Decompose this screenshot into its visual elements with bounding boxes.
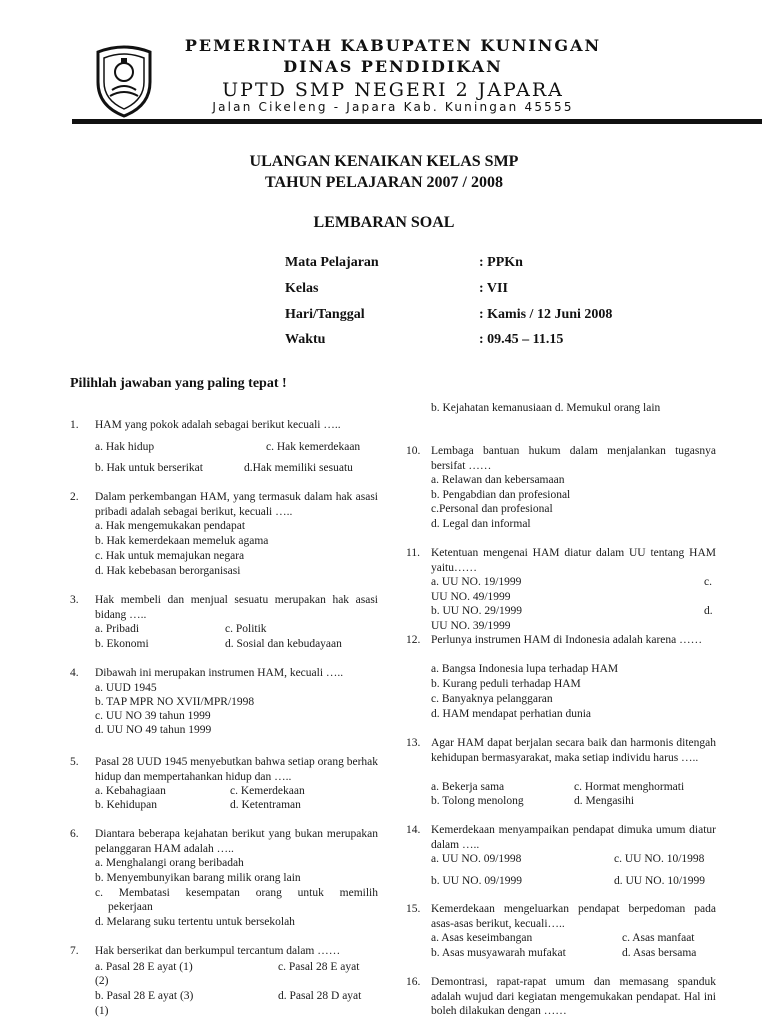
- letterhead-address: Jalan Cikeleng - Japara Kab. Kuningan 45555: [212, 100, 574, 114]
- question-11: [406, 546, 716, 634]
- question-number: 14.: [406, 824, 421, 836]
- option-a: a. Hak hidup: [95, 441, 155, 453]
- info-value-subject: : PPKn: [479, 255, 523, 270]
- option-c: c. Kemerdekaan: [230, 785, 305, 797]
- question-text: Hak membeli dan menjual sesuatu merupakan hak asasi bidang …..: [95, 594, 378, 621]
- option-c: c. UU NO. 10/1998: [614, 853, 705, 865]
- option-c-continued: UU NO. 49/1999: [431, 591, 511, 603]
- question-text: Kemerdekaan mengeluarkan pendapat berpedoman pada asas-asas berikut, kecuali…..: [431, 903, 716, 930]
- question-text: HAM yang pokok adalah sebagai berikut kecuali …..: [95, 419, 341, 431]
- option-d: d. Mengasihi: [574, 795, 635, 807]
- question-text: Agar HAM dapat berjalan secara baik dan harmonis ditengah kehidupan bermasyarakat, maka setiap individu harus …..: [431, 737, 716, 764]
- question-text: Pasal 28 UUD 1945 menyebutkan bahwa setiap orang berhak hidup dan mempertahankan hidup dan …..: [95, 756, 378, 783]
- question-text: Kemerdekaan menyampaikan pendapat dimuka umum diatur dalam …..: [431, 824, 716, 851]
- regency-crest-icon: [92, 42, 156, 118]
- option-b: b. Ekonomi: [95, 638, 149, 650]
- option-a: a. Bangsa Indonesia lupa terhadap HAM: [431, 663, 619, 675]
- option-c: c.: [704, 576, 712, 588]
- option-b: b. UU NO. 29/1999: [431, 605, 523, 617]
- info-label-subject: Mata Pelajaran: [285, 255, 379, 270]
- question-number: 1.: [70, 419, 79, 431]
- question-text: Dalam perkembangan HAM, yang termasuk dalam hak asasi pribadi adalah sebagai berikut, kecuali …..: [95, 491, 378, 518]
- option-c: c. Banyaknya pelanggaran: [431, 693, 553, 705]
- option-b: b. Pasal 28 E ayat (3): [95, 990, 194, 1002]
- option-b-continued: (1): [95, 1005, 109, 1017]
- option-a: a. UU NO. 19/1999: [431, 576, 522, 588]
- option-c: c.Personal dan profesional: [431, 503, 553, 515]
- question-3: [70, 593, 378, 655]
- question-number: 13.: [406, 737, 421, 749]
- question-text: Demontrasi, rapat-rapat umum dan memasang spanduk adalah wujud dari kegiatan mengemukakan pendapat. Hal ini boleh dilakukan dengan ……: [431, 976, 716, 1018]
- option-a-continued: (2): [95, 975, 109, 987]
- question-text: Hak berserikat dan berkumpul tercantum dalam ……: [95, 945, 341, 957]
- option-d: d. UU NO 49 tahun 1999: [95, 724, 212, 736]
- question-5: [70, 755, 378, 815]
- option-c: c. Membatasi kesempatan orang untuk memilih: [95, 887, 378, 899]
- option-a: a. Relawan dan kebersamaan: [431, 474, 565, 486]
- option-c: c. Asas manfaat: [622, 932, 695, 944]
- sheet-title: LEMBARAN SOAL: [313, 214, 455, 231]
- option-c: c. Hak untuk memajukan negara: [95, 550, 245, 562]
- question-7: [70, 944, 378, 1022]
- question-number: 11.: [406, 547, 420, 559]
- option-d: d.Hak memiliki sesuatu: [244, 462, 353, 474]
- info-value-date: : Kamis / 12 Juni 2008: [479, 307, 613, 322]
- question-text: Perlunya instrumen HAM di Indonesia adalah karena ……: [431, 634, 703, 646]
- question-text: Dibawah ini merupakan instrumen HAM, kecuali …..: [95, 667, 344, 679]
- question-number: 2.: [70, 491, 79, 503]
- question-text: Lembaga bantuan hukum dalam menjalankan tugasnya bersifat ……: [431, 445, 716, 472]
- option-b: b. UU NO. 09/1999: [431, 875, 523, 887]
- exam-year: TAHUN PELAJARAN 2007 / 2008: [265, 174, 503, 191]
- option-b: b. Tolong menolong: [431, 795, 524, 807]
- question-15: [406, 902, 716, 964]
- question-6: [70, 827, 378, 931]
- option-a: a. Bekerja sama: [431, 781, 505, 793]
- info-value-class: : VII: [479, 281, 508, 296]
- question-4: [70, 666, 378, 738]
- option-b: b. Kehidupan: [95, 799, 157, 811]
- question-number: 4.: [70, 667, 79, 679]
- option-c: c. UU NO 39 tahun 1999: [95, 710, 211, 722]
- question-1: [70, 418, 378, 478]
- option-b: b. Asas musyawarah mufakat: [431, 947, 566, 959]
- option-line: b. Kejahatan kemanusiaan d. Memukul orang lain: [431, 402, 661, 414]
- letterhead-department: DINAS PENDIDIKAN: [283, 57, 503, 76]
- option-b: b. Kurang peduli terhadap HAM: [431, 678, 581, 690]
- option-d: d. Asas bersama: [622, 947, 697, 959]
- option-a: a. Pribadi: [95, 623, 140, 635]
- question-12: [406, 633, 716, 721]
- option-d: d. Sosial dan kebudayaan: [225, 638, 342, 650]
- question-13: [406, 736, 716, 810]
- letterhead-school: UPTD SMP NEGERI 2 JAPARA: [222, 79, 564, 101]
- option-c: c. Hak kemerdekaan: [266, 441, 361, 453]
- option-d: d. Melarang suku tertentu untuk bersekolah: [95, 916, 295, 928]
- option-a: a. UU NO. 09/1998: [431, 853, 522, 865]
- question-number: 16.: [406, 976, 421, 988]
- option-d: d. Legal dan informal: [431, 518, 531, 530]
- question-text: Diantara beberapa kejahatan berikut yang bukan merupakan pelanggaran HAM adalah …..: [95, 828, 378, 855]
- question-14: [406, 823, 716, 889]
- question-number: 3.: [70, 594, 79, 606]
- question-number: 10.: [406, 445, 421, 457]
- option-c-continued: pekerjaan: [108, 901, 153, 913]
- option-d: d. HAM mendapat perhatian dunia: [431, 708, 591, 720]
- question-number: 6.: [70, 828, 79, 840]
- option-a: a. Menghalangi orang beribadah: [95, 857, 244, 869]
- option-a: a. Pasal 28 E ayat (1): [95, 961, 193, 973]
- letterhead-divider: [72, 119, 762, 124]
- option-d: d. Ketentraman: [230, 799, 301, 811]
- option-d-continued: UU NO. 39/1999: [431, 620, 511, 632]
- option-c: c. Pasal 28 E ayat: [278, 961, 360, 973]
- question-number: 7.: [70, 945, 79, 957]
- info-label-time: Waktu: [285, 332, 326, 347]
- option-a: a. Asas keseimbangan: [431, 932, 533, 944]
- option-d: d. Hak kebebasan berorganisasi: [95, 565, 241, 577]
- option-b: b. TAP MPR NO XVII/MPR/1998: [95, 696, 255, 708]
- question-2: [70, 490, 378, 580]
- option-a: a. UUD 1945: [95, 682, 157, 694]
- option-b: b. Hak untuk berserikat: [95, 462, 203, 474]
- question-number: 15.: [406, 903, 421, 915]
- instruction: Pilihlah jawaban yang paling tepat !: [70, 376, 287, 391]
- option-d: d.: [704, 605, 713, 617]
- letterhead-government: PEMERINTAH KABUPATEN KUNINGAN: [184, 36, 602, 55]
- question-number: 5.: [70, 756, 79, 768]
- option-d: d. Pasal 28 D ayat: [278, 990, 362, 1002]
- question-text: Ketentuan mengenai HAM diatur dalam UU tentang HAM yaitu……: [431, 547, 716, 574]
- option-b: b. Menyembunyikan barang milik orang lain: [95, 872, 301, 884]
- option-b: b. Pengabdian dan profesional: [431, 489, 571, 501]
- info-label-class: Kelas: [285, 281, 319, 296]
- option-b: b. Hak kemerdekaan memeluk agama: [95, 535, 269, 547]
- option-a: a. Kebahagiaan: [95, 785, 166, 797]
- question-10: [406, 444, 716, 532]
- info-value-time: : 09.45 – 11.15: [479, 332, 564, 347]
- option-d: d. UU NO. 10/1999: [614, 875, 706, 887]
- info-label-date: Hari/Tanggal: [285, 307, 365, 322]
- question-16: [406, 975, 716, 1021]
- question-number: 12.: [406, 634, 421, 646]
- option-c: c. Hormat menghormati: [574, 781, 685, 793]
- option-c: c. Politik: [225, 623, 267, 635]
- option-a: a. Hak mengemukakan pendapat: [95, 520, 246, 532]
- question-9-options-tail: [431, 401, 721, 417]
- exam-title: ULANGAN KENAIKAN KELAS SMP: [249, 153, 519, 170]
